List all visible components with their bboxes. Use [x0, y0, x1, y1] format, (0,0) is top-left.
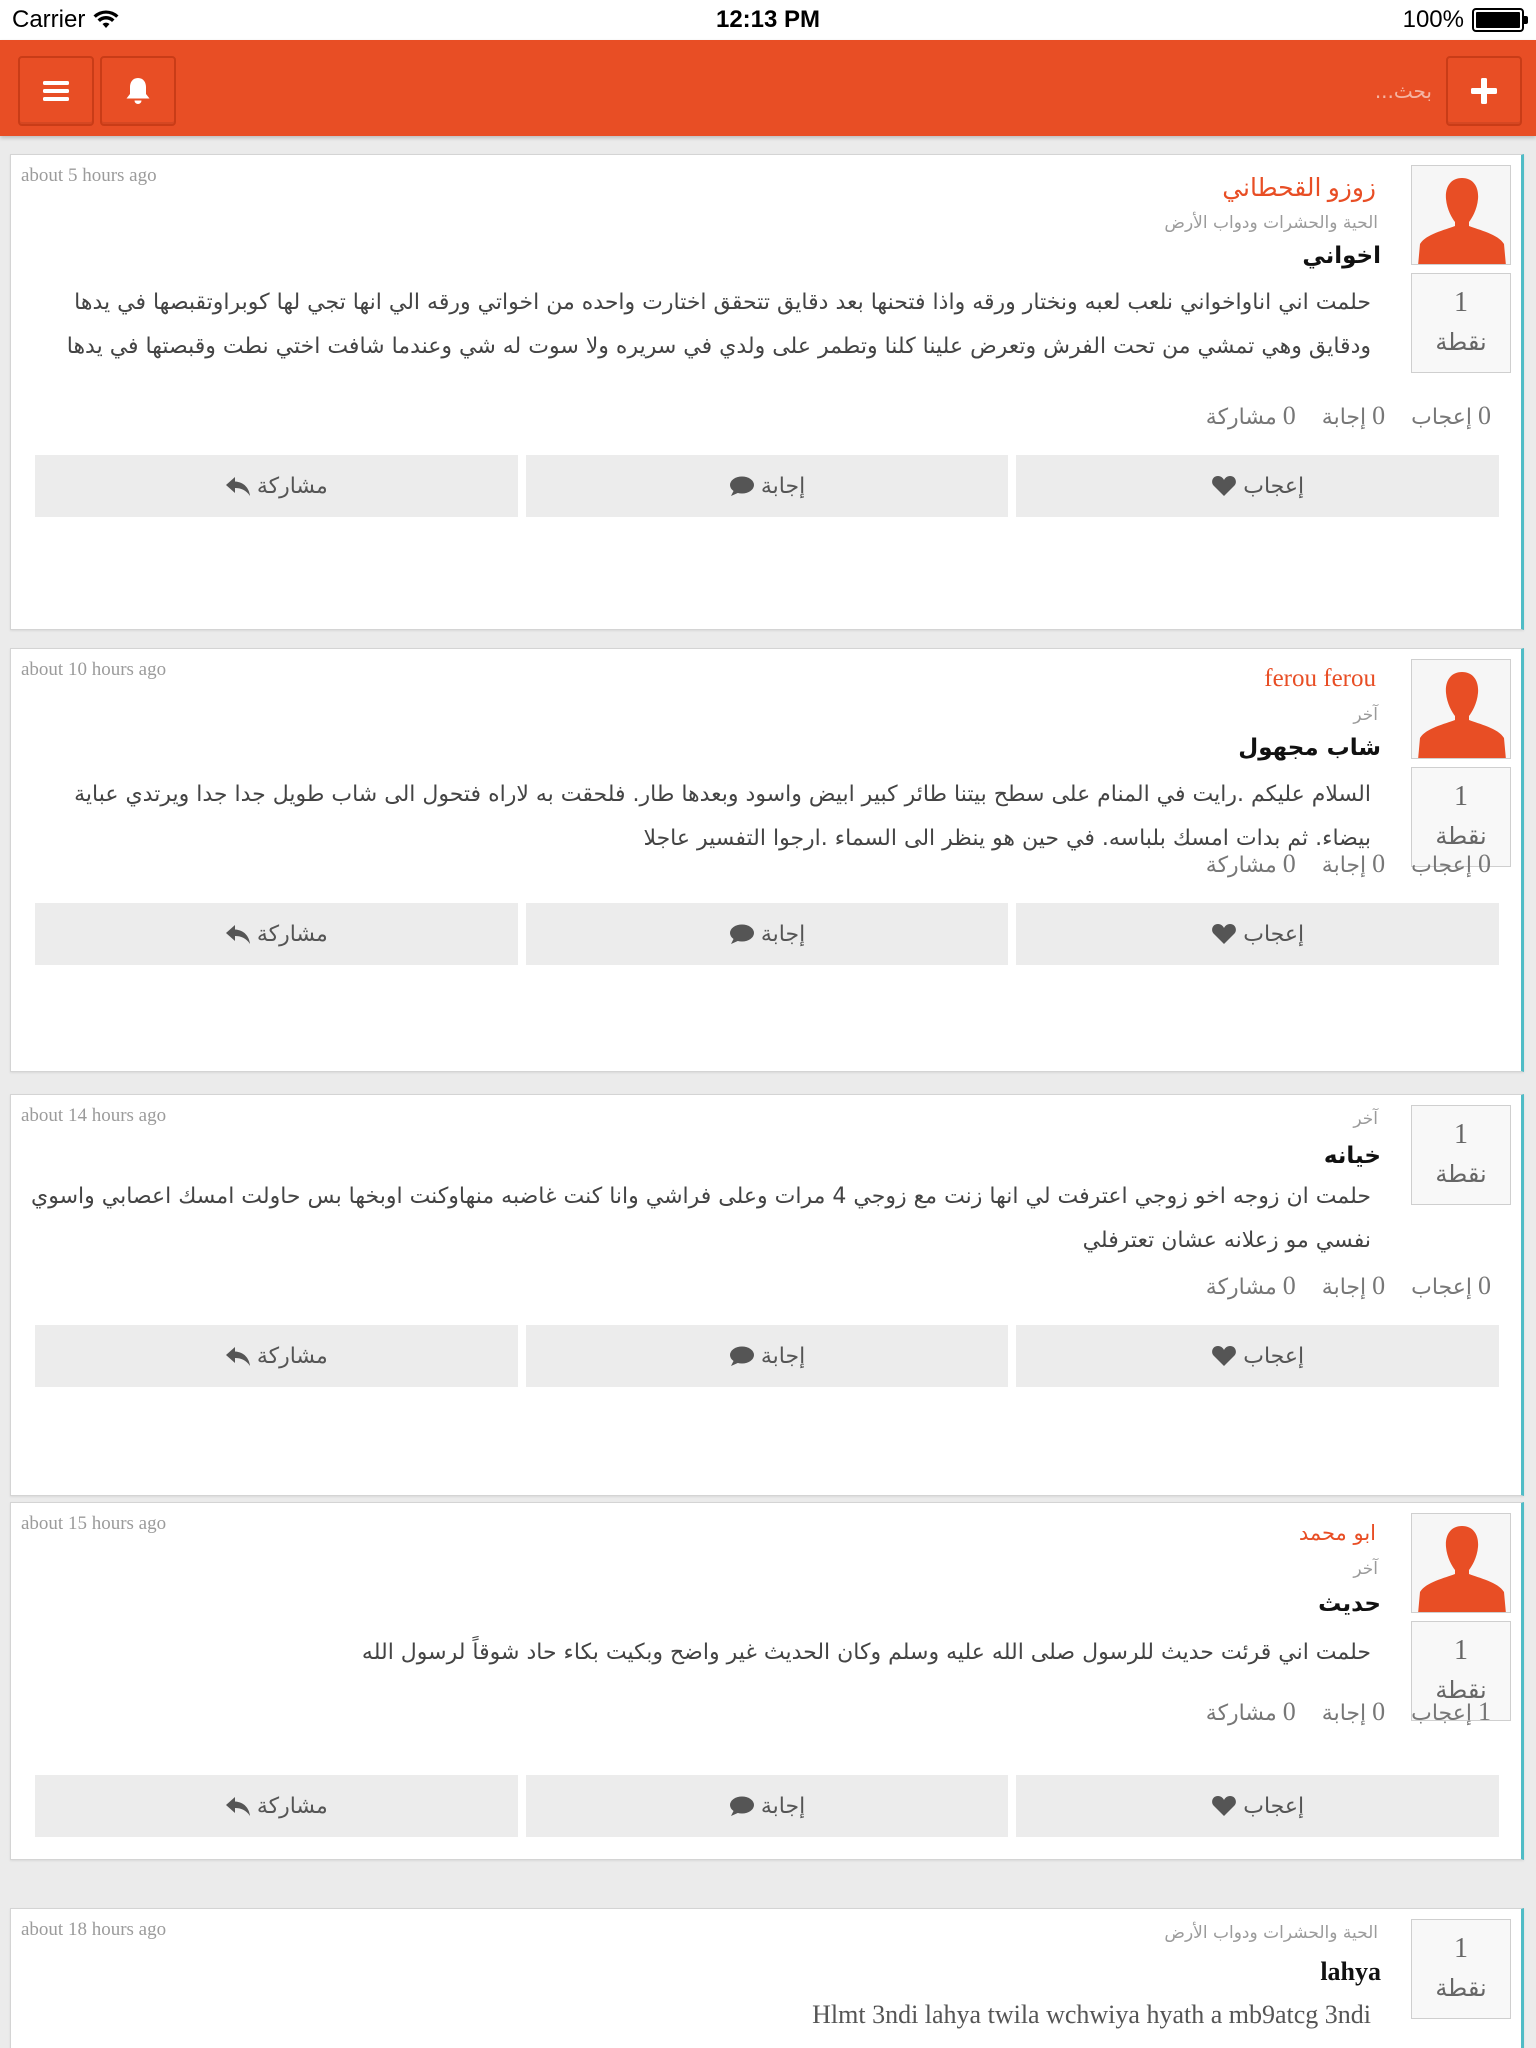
- score-label: نقطة: [1435, 1974, 1487, 2002]
- menu-icon: [43, 80, 69, 102]
- post-title[interactable]: خيانه: [1323, 1143, 1381, 1169]
- post-actions: [35, 1775, 1499, 1837]
- likes-number: 0: [1478, 849, 1491, 878]
- reply-label: إجابة: [760, 1793, 806, 1819]
- post-title[interactable]: اخواني: [1302, 243, 1381, 269]
- likes-number: 0: [1478, 401, 1491, 430]
- share-button[interactable]: [35, 1325, 518, 1387]
- post-body: Hlmt 3ndi lahya twila wchwiya hyath a mb9atcg 3ndi: [812, 2000, 1371, 2029]
- score-box: [1411, 273, 1511, 373]
- reply-button[interactable]: [526, 903, 1009, 965]
- post-card: [10, 648, 1524, 1072]
- score-value: 1: [1454, 1933, 1468, 1964]
- like-label: إعجاب: [1243, 1793, 1305, 1819]
- post-actions: [35, 455, 1499, 517]
- share-arrow-icon: [225, 923, 251, 945]
- like-button[interactable]: [1016, 903, 1499, 965]
- shares-count: [1206, 401, 1296, 431]
- battery-indicator: [1403, 6, 1524, 34]
- reply-button[interactable]: [526, 455, 1009, 517]
- likes-count: [1411, 401, 1491, 431]
- heart-icon: [1211, 1795, 1237, 1817]
- score-label: نقطة: [1435, 1160, 1487, 1188]
- user-silhouette-icon: [1412, 660, 1511, 759]
- score-label: نقطة: [1435, 328, 1487, 356]
- like-button[interactable]: [1016, 1325, 1499, 1387]
- post-body: السلام عليكم .رايت في المنام على سطح بيتنا طائر كبير ابيض واسود وبعدها طار. فلحقت به لاراه فتحول الى شاب طويل جدا جدا ويرتدي عباية بيضاء. ثم بدات امسك بلباسه. في حين هو ينظر الى السماء .ارجوا التفسير عاجلا: [74, 782, 1371, 851]
- shares-word: مشاركة: [1205, 853, 1277, 878]
- heart-icon: [1211, 923, 1237, 945]
- post-actions: [35, 1325, 1499, 1387]
- post-actions: [35, 903, 1499, 965]
- like-button[interactable]: [1016, 1775, 1499, 1837]
- heart-icon: [1211, 1345, 1237, 1367]
- menu-button[interactable]: [18, 56, 94, 126]
- likes-number: 1: [1478, 1697, 1491, 1726]
- user-avatar[interactable]: [1411, 659, 1511, 759]
- likes-count: [1411, 1271, 1491, 1301]
- share-button[interactable]: [35, 903, 518, 965]
- clock: 12:13 PM: [715, 6, 821, 33]
- post-category[interactable]: آخر: [1353, 1109, 1378, 1129]
- user-silhouette-icon: [1412, 166, 1511, 265]
- shares-count: [1206, 849, 1296, 879]
- post-card: [10, 1502, 1524, 1860]
- likes-word: إعجاب: [1411, 405, 1472, 430]
- post-category[interactable]: الحية والحشرات ودواب الأرض: [1164, 213, 1378, 233]
- reply-label: إجابة: [760, 921, 806, 947]
- likes-count: [1411, 849, 1491, 879]
- score-box: [1411, 1919, 1511, 2019]
- replies-count: [1322, 1271, 1385, 1301]
- score-value: 1: [1454, 287, 1468, 318]
- post-category[interactable]: الحية والحشرات ودواب الأرض: [1164, 1923, 1378, 1943]
- score-box: [1411, 1105, 1511, 1205]
- post-counts: [1206, 1697, 1491, 1727]
- like-label: إعجاب: [1243, 473, 1305, 499]
- post-title[interactable]: حديث: [1318, 1591, 1381, 1617]
- share-button[interactable]: [35, 1775, 518, 1837]
- search-input[interactable]: [932, 68, 1432, 114]
- post-timestamp: about 14 hours ago: [21, 1105, 167, 1126]
- share-label: مشاركة: [256, 921, 328, 947]
- carrier-name: Carrier: [12, 6, 86, 33]
- shares-number: 0: [1282, 401, 1296, 430]
- add-post-button[interactable]: [1446, 56, 1522, 126]
- replies-count: [1322, 1697, 1385, 1727]
- replies-word: إجابة: [1321, 1275, 1367, 1300]
- share-button[interactable]: [35, 455, 518, 517]
- posts-feed[interactable]: [0, 136, 1536, 2048]
- post-timestamp: about 18 hours ago: [21, 1919, 167, 1940]
- comment-bubble-icon: [729, 475, 755, 497]
- post-body: حلمت اني قرئت حديث للرسول صلى الله عليه وسلم وكان الحديث غير واضح وبكيت بكاء حاد شوقاً لرسول الله: [361, 1640, 1371, 1665]
- likes-word: إعجاب: [1411, 1701, 1472, 1726]
- post-timestamp: about 5 hours ago: [21, 165, 157, 186]
- shares-word: مشاركة: [1205, 405, 1277, 430]
- score-value: 1: [1454, 781, 1468, 812]
- battery-percent: 100%: [1402, 6, 1464, 33]
- shares-count: [1206, 1271, 1296, 1301]
- post-category[interactable]: آخر: [1353, 705, 1378, 725]
- shares-word: مشاركة: [1205, 1701, 1277, 1726]
- likes-word: إعجاب: [1411, 1275, 1472, 1300]
- replies-count: [1322, 401, 1385, 431]
- post-counts: [1206, 849, 1491, 879]
- shares-count: [1206, 1697, 1296, 1727]
- post-author[interactable]: ابو محمد: [1298, 1521, 1376, 1545]
- post-body: حلمت ان زوجه اخو زوجي اعترفت لي انها زنت مع زوجي 4 مرات وعلى فراشي وانا كنت غاضبه منهاوكنت اوبخها بس حاولت امسك اعصابي واسوي نفسي مو زعلانه عشان تعترفلي: [31, 1184, 1371, 1253]
- replies-word: إجابة: [1321, 1701, 1367, 1726]
- post-timestamp: about 10 hours ago: [21, 659, 167, 680]
- replies-word: إجابة: [1321, 853, 1367, 878]
- post-title[interactable]: lahya: [1320, 1957, 1381, 1986]
- shares-number: 0: [1282, 1697, 1296, 1726]
- like-label: إعجاب: [1243, 1343, 1305, 1369]
- user-avatar[interactable]: [1411, 165, 1511, 265]
- score-label: نقطة: [1435, 822, 1487, 850]
- status-bar: [0, 0, 1536, 40]
- score-label: نقطة: [1435, 1676, 1487, 1704]
- like-button[interactable]: [1016, 455, 1499, 517]
- post-author[interactable]: زوزو القحطاني: [1222, 175, 1376, 202]
- notifications-button[interactable]: [100, 56, 176, 126]
- replies-word: إجابة: [1321, 405, 1367, 430]
- user-silhouette-icon: [1412, 1514, 1511, 1613]
- shares-word: مشاركة: [1205, 1275, 1277, 1300]
- battery-icon: [1472, 8, 1524, 32]
- share-label: مشاركة: [256, 1343, 328, 1369]
- top-navigation-bar: [0, 40, 1536, 136]
- bell-icon: [124, 76, 152, 106]
- share-label: مشاركة: [256, 473, 328, 499]
- share-arrow-icon: [225, 1345, 251, 1367]
- replies-count: [1322, 849, 1385, 879]
- plus-icon: [1471, 78, 1497, 104]
- score-value: 1: [1454, 1119, 1468, 1150]
- likes-count: [1411, 1697, 1491, 1727]
- reply-button[interactable]: [526, 1775, 1009, 1837]
- share-arrow-icon: [225, 1795, 251, 1817]
- post-card: [10, 154, 1524, 630]
- score-value: 1: [1454, 1635, 1468, 1666]
- comment-bubble-icon: [729, 1795, 755, 1817]
- post-counts: [1206, 1271, 1491, 1301]
- likes-word: إعجاب: [1411, 853, 1472, 878]
- share-label: مشاركة: [256, 1793, 328, 1819]
- post-counts: [1206, 401, 1491, 431]
- user-avatar[interactable]: [1411, 1513, 1511, 1613]
- reply-label: إجابة: [760, 473, 806, 499]
- post-card: [10, 1908, 1524, 2048]
- post-body: حلمت اني اناواخواني نلعب لعبه ونختار ورقه واذا فتحنها بعد دقايق تتحقق اختارت واحده من اخواتي ورقه الي انها تجي لها كوبراوتقبصها في يدها ودقايق وهي تمشي من تحت الفرش وتعرض علينا كلنا وتطمر على ولدي في سريره ولا سوت له شي وعندما شافت اختي نطت وقبصتها في يدها: [66, 290, 1371, 359]
- share-arrow-icon: [225, 475, 251, 497]
- replies-number: 0: [1372, 401, 1386, 430]
- reply-label: إجابة: [760, 1343, 806, 1369]
- replies-number: 0: [1372, 849, 1386, 878]
- post-category[interactable]: آخر: [1353, 1559, 1378, 1579]
- replies-number: 0: [1372, 1271, 1386, 1300]
- reply-button[interactable]: [526, 1325, 1009, 1387]
- comment-bubble-icon: [729, 923, 755, 945]
- post-title[interactable]: شاب مجهول: [1238, 735, 1381, 761]
- post-author[interactable]: ferou ferou: [1264, 665, 1376, 692]
- comment-bubble-icon: [729, 1345, 755, 1367]
- post-timestamp: about 15 hours ago: [21, 1513, 167, 1534]
- likes-number: 0: [1478, 1271, 1491, 1300]
- like-label: إعجاب: [1243, 921, 1305, 947]
- shares-number: 0: [1282, 1271, 1296, 1300]
- shares-number: 0: [1282, 849, 1296, 878]
- replies-number: 0: [1372, 1697, 1386, 1726]
- post-card: [10, 1094, 1524, 1496]
- heart-icon: [1211, 475, 1237, 497]
